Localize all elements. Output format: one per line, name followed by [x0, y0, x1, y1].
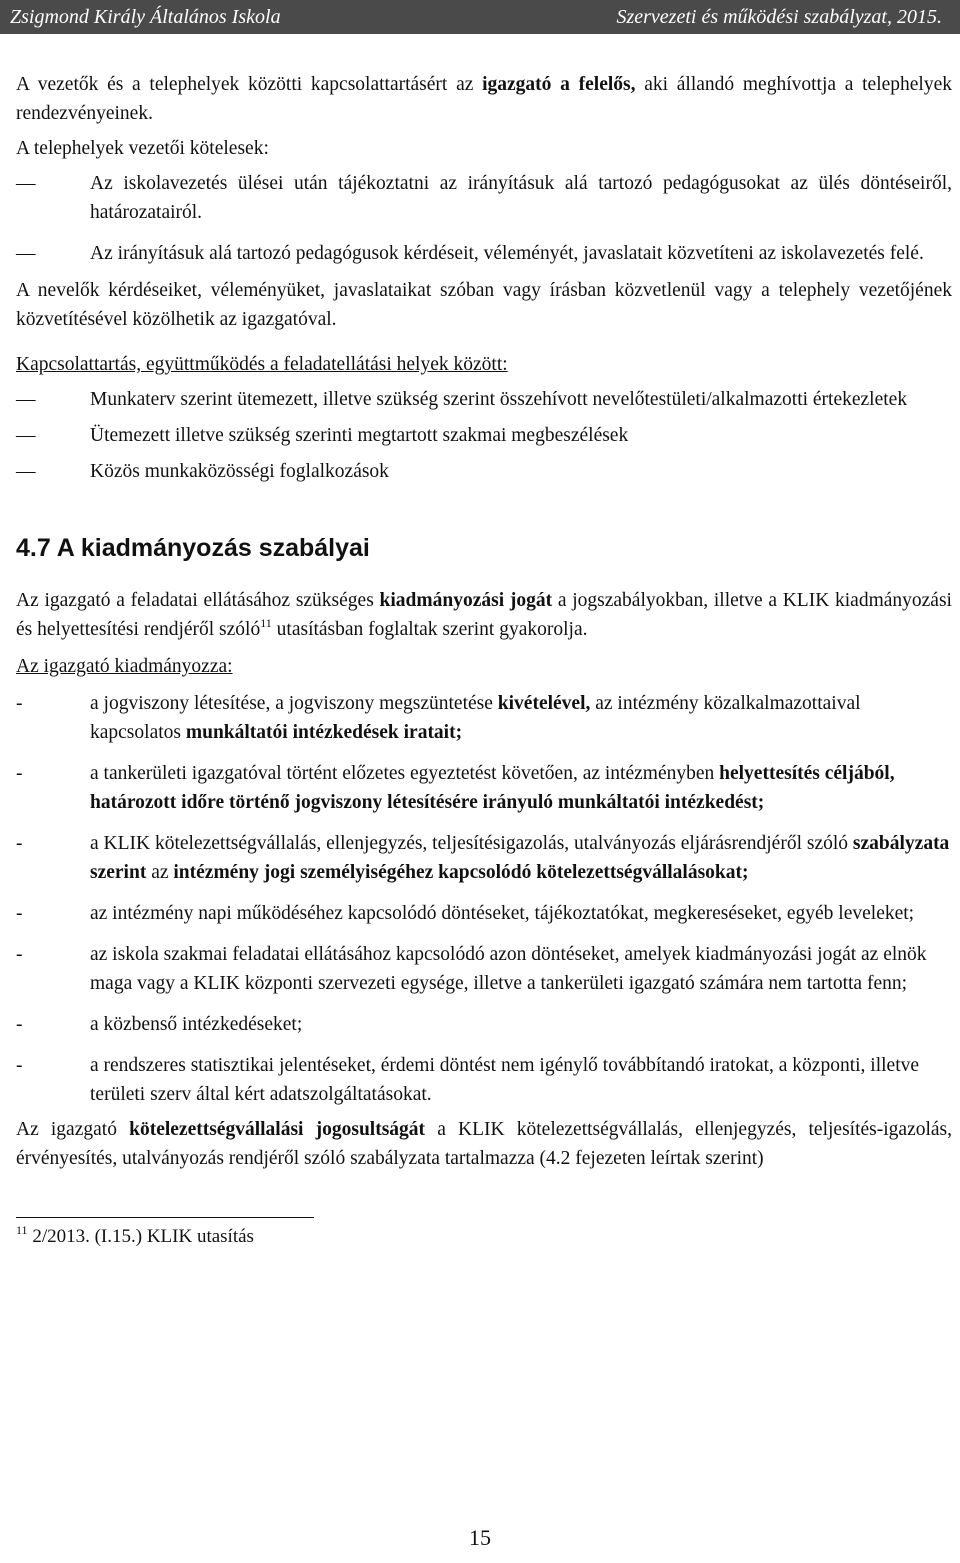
header-school-name: Zsigmond Király Általános Iskola	[10, 5, 281, 28]
paragraph-leaders-contact: A vezetők és a telephelyek közötti kapcsolattartásért az igazgató a felelős, aki állandó meghívottja a telephelyek rendezvényeinek.	[16, 74, 952, 124]
list-item: — Ütemezett illetve szükség szerinti megtartott szakmai megbeszélések	[16, 421, 952, 450]
paragraph-heading-signs: Az igazgató kiadmányozza:	[16, 656, 233, 677]
list-item: - a KLIK kötelezettségvállalás, ellenjegyzés, teljesítésigazolás, utalványozás eljárásrendjéről szóló szabályzata szerint az intézmény jogi személyiségéhez kapcsolódó kötelezettségvállalásokat;	[16, 829, 952, 887]
list-item: - a közbenső intézkedéseket;	[16, 1010, 952, 1039]
list-item: — Közös munkaközösségi foglalkozások	[16, 457, 952, 486]
dash-bullet: —	[16, 173, 36, 194]
paragraph-teachers-questions: A nevelők kérdéseiket, véleményüket, javaslataikat szóban vagy írásban közvetlenül vagy a telephely vezetőjének közvetítésével közölhetik az igazgatóval.	[16, 280, 952, 330]
signs-list	[16, 689, 952, 1109]
list-item: — Munkaterv szerint ütemezett, illetve szükség szerint összehívott nevelőtestületi/alkalmazotti értekezletek	[16, 385, 952, 414]
footnote: $^{11}$ 2/2013. (I.15.) KLIK utasítás	[16, 1223, 254, 1247]
footnote-number: 11	[16, 1223, 28, 1237]
list-item: - a rendszeres statisztikai jelentéseket, érdemi döntést nem igénylő továbbítandó iratokat, a központi, illetve területi szerv által kért adatszolgáltatásokat.	[16, 1051, 952, 1109]
document-body	[0, 70, 960, 1251]
page-number: 15	[469, 1525, 491, 1550]
footnote-reference[interactable]: 11	[260, 616, 272, 630]
dash-bullet: -	[16, 1014, 23, 1035]
dash-bullet: —	[16, 461, 36, 482]
dash-bullet: —	[16, 243, 36, 264]
list-item: - a tankerületi igazgatóval történt előzetes egyeztetést követően, az intézményben helyettesítés céljából, határozott időre történő jogviszony létesítésére irányuló munkáltatói intézkedést;	[16, 759, 952, 817]
dash-bullet: -	[16, 903, 23, 924]
page-header	[0, 0, 960, 34]
dash-bullet: —	[16, 389, 36, 410]
duties-list	[16, 169, 952, 268]
dash-bullet: -	[16, 944, 23, 965]
list-item: — Az irányításuk alá tartozó pedagógusok kérdéseit, véleményét, javaslatait közvetíteni az iskolavezetés felé.	[16, 239, 952, 268]
paragraph-commitment-right: Az igazgató kötelezettségvállalási jogosultságát a KLIK kötelezettségvállalás, ellenjegyzés, teljesítés-igazolás, érvényesítés, utalványozás rendjéről szóló szabályzata tartalmazza (4.2 fejezeten leírtak szerint)	[16, 1119, 953, 1169]
header-document-title: Szervezeti és működési szabályzat, 2015.	[616, 5, 942, 28]
section-title: 4.7 A kiadmányozás szabályai	[16, 534, 370, 562]
footnote-separator	[16, 1217, 314, 1218]
list-item: — Az iskolavezetés ülései után tájékoztatni az irányításuk alá tartozó pedagógusokat az ülés döntéseiről, határozatairól.	[16, 169, 952, 227]
list-item: - az intézmény napi működéséhez kapcsolódó döntéseket, tájékoztatókat, megkereséseket, egyéb leveleket;	[16, 899, 952, 928]
list-item: - az iskola szakmai feladatai ellátásához kapcsolódó azon döntéseket, amelyek kiadmányozási jogát az elnök maga vagy a KLIK központi szervezeti egysége, illetve a tankerületi igazgató számára nem tartotta fenn;	[16, 940, 952, 998]
paragraph-signing-right: Az igazgató a feladatai ellátásához szükséges kiadmányozási jogát a jogszabályokban, illetve a KLIK kiadmányozási és helyettesítési rendjéről szóló$^{11}$ utasításban foglaltak szerint gyakorolja.	[16, 590, 952, 640]
paragraph-heading-duties: A telephelyek vezetői kötelesek:	[16, 138, 269, 159]
dash-bullet: -	[16, 833, 23, 854]
cooperation-list	[16, 385, 952, 486]
dash-bullet: -	[16, 1055, 23, 1076]
dash-bullet: -	[16, 763, 23, 784]
list-item: - a jogviszony létesítése, a jogviszony megszüntetése kivételével, az intézmény közalkalmazottaival kapcsolatos munkáltatói intézkedések iratait;	[16, 689, 952, 747]
dash-bullet: —	[16, 425, 36, 446]
paragraph-heading-cooperation: Kapcsolattartás, együttműködés a feladatellátási helyek között:	[16, 354, 508, 375]
dash-bullet: -	[16, 693, 23, 714]
